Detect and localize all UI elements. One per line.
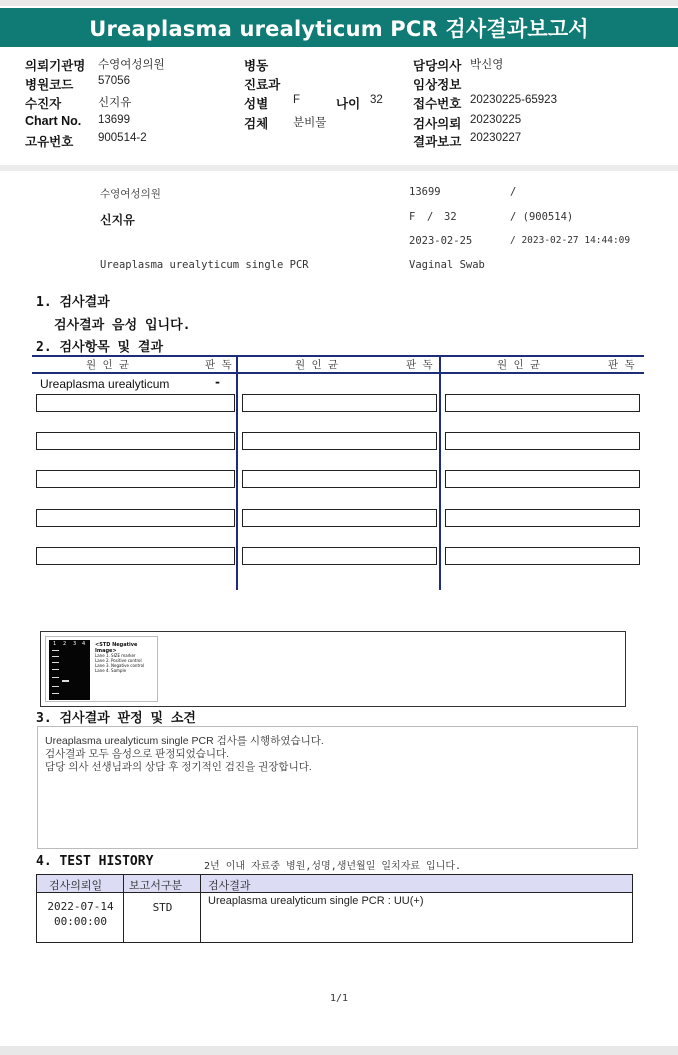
results-col-divider bbox=[439, 357, 441, 590]
age-label: 나이 bbox=[336, 97, 361, 111]
pb-name: 신지유 bbox=[100, 213, 135, 227]
section2-title: 2. 검사항목 및 결과 bbox=[36, 340, 164, 355]
sex-label: 성별 bbox=[244, 97, 269, 111]
pb-test-name: Ureaplasma urealyticum single PCR bbox=[100, 259, 309, 271]
header-separator bbox=[0, 165, 678, 171]
doctor-label: 담당의사 bbox=[413, 59, 462, 73]
doctor-value: 박신영 bbox=[470, 59, 504, 71]
pb-age: 32 bbox=[444, 211, 457, 223]
pb-sex-age-slash: / bbox=[427, 211, 434, 223]
history-header-type: 보고서구분 bbox=[129, 879, 183, 892]
opinion-box bbox=[37, 726, 638, 849]
chart-label: Chart No. bbox=[25, 114, 82, 128]
pb-slash: / bbox=[510, 186, 517, 198]
history-note: 2년 이내 자료중 병원,성명,생년월일 일치자료 입니다. bbox=[204, 861, 462, 872]
history-row-time: 00:00:00 bbox=[54, 915, 107, 928]
report-value: 20230227 bbox=[470, 132, 522, 144]
top-strip bbox=[0, 0, 678, 6]
empty-result-cell bbox=[242, 547, 437, 565]
chart-value: 13699 bbox=[98, 114, 130, 126]
col2-pathogen-header: 원 인 균 bbox=[295, 359, 339, 371]
specimen-label: 검체 bbox=[244, 117, 269, 131]
pb-date-received: 2023-02-25 bbox=[409, 235, 473, 247]
col1-verdict-header: 판 독 bbox=[205, 359, 232, 371]
pb-sex: F bbox=[409, 211, 416, 223]
empty-result-cell bbox=[36, 509, 235, 527]
clinical-label: 임상정보 bbox=[413, 78, 462, 92]
gel-title: <STD Negative Image> bbox=[95, 642, 138, 654]
section1-title: 1. 검사결과 bbox=[36, 295, 110, 310]
opinion-line: 검사결과 모두 음성으로 판정되었습니다. bbox=[45, 748, 230, 760]
gel-legend-item: Lane 3. Negative control bbox=[95, 663, 145, 668]
page-number: 1/1 bbox=[329, 993, 349, 1004]
opinion-line: 담당 의사 선생님과의 상담 후 정기적인 검진을 권장합니다. bbox=[45, 761, 312, 773]
gel-band bbox=[52, 677, 59, 678]
results-table-header-rule bbox=[32, 372, 644, 374]
gel-band bbox=[62, 680, 69, 682]
gel-band bbox=[52, 656, 59, 657]
clinic-value: 수영여성의원 bbox=[98, 59, 165, 71]
pb-chart: 13699 bbox=[409, 186, 441, 198]
history-table bbox=[36, 874, 633, 943]
patient-label: 수진자 bbox=[25, 97, 62, 111]
report-title: Ureaplasma urealyticum PCR 검사결과보고서 bbox=[0, 8, 678, 47]
header-info bbox=[0, 50, 678, 168]
empty-result-cell bbox=[445, 394, 640, 412]
hospital-code-value: 57056 bbox=[98, 75, 130, 87]
gel-legend-item: Lane 4. Sample bbox=[95, 668, 127, 673]
patient-value: 신지유 bbox=[98, 97, 132, 109]
gel-band bbox=[52, 669, 59, 670]
pb-clinic: 수영여성의원 bbox=[100, 188, 161, 200]
unique-label: 고유번호 bbox=[25, 135, 74, 149]
hospital-code-label: 병원코드 bbox=[25, 78, 74, 92]
lane-number: 1 bbox=[53, 641, 57, 647]
gel-image bbox=[49, 640, 90, 700]
lane-number: 3 bbox=[73, 641, 77, 647]
empty-result-cell bbox=[445, 547, 640, 565]
request-value: 20230225 bbox=[470, 114, 522, 126]
col1-pathogen-header: 원 인 균 bbox=[86, 359, 130, 371]
organism-name: Ureaplasma urealyticum bbox=[40, 377, 170, 391]
receipt-label: 접수번호 bbox=[413, 97, 462, 111]
empty-result-cell bbox=[36, 432, 235, 450]
empty-result-cell bbox=[242, 394, 437, 412]
col3-verdict-header: 판 독 bbox=[608, 359, 635, 371]
gel-image-card bbox=[45, 636, 158, 702]
pb-dob: / (900514) bbox=[510, 211, 574, 223]
age-value: 32 bbox=[370, 94, 383, 106]
empty-result-cell bbox=[445, 432, 640, 450]
gel-legend-item: Lane 2. Positive control bbox=[95, 658, 142, 663]
section3-title: 3. 검사결과 판정 및 소견 bbox=[36, 711, 196, 726]
empty-result-cell bbox=[36, 394, 235, 412]
gel-band bbox=[52, 650, 59, 651]
pb-date-reported: / 2023-02-27 14:44:09 bbox=[510, 235, 631, 246]
lane-number: 4 bbox=[82, 641, 86, 647]
gel-band bbox=[52, 686, 59, 687]
organism-verdict: - bbox=[215, 375, 220, 389]
section1-result: 검사결과 음성 입니다. bbox=[54, 318, 191, 333]
empty-result-cell bbox=[242, 432, 437, 450]
empty-result-cell bbox=[36, 470, 235, 488]
report-label: 결과보고 bbox=[413, 135, 462, 149]
request-label: 검사의뢰 bbox=[413, 117, 462, 131]
dept-label: 진료과 bbox=[244, 78, 281, 92]
empty-result-cell bbox=[445, 509, 640, 527]
unique-value: 900514-2 bbox=[98, 132, 147, 144]
history-header-result: 검사결과 bbox=[208, 879, 251, 892]
history-row-type: STD bbox=[152, 901, 173, 914]
empty-result-cell bbox=[36, 547, 235, 565]
empty-result-cell bbox=[242, 509, 437, 527]
gel-legend-item: Lane 1. SIZE marker bbox=[95, 653, 136, 658]
col3-pathogen-header: 원 인 균 bbox=[497, 359, 541, 371]
history-row-result: Ureaplasma urealyticum single PCR : UU(+) bbox=[208, 895, 424, 907]
sex-value: F bbox=[293, 94, 301, 106]
lane-number: 2 bbox=[63, 641, 67, 647]
receipt-value: 20230225-65923 bbox=[470, 94, 557, 106]
clinic-label: 의뢰기관명 bbox=[25, 59, 86, 73]
col2-verdict-header: 판 독 bbox=[406, 359, 433, 371]
history-row-date: 2022-07-14 bbox=[47, 900, 114, 913]
section4-title: 4. TEST HISTORY bbox=[36, 854, 154, 869]
empty-result-cell bbox=[242, 470, 437, 488]
gel-band bbox=[52, 662, 59, 663]
specimen-value: 분비물 bbox=[293, 117, 327, 129]
gel-band bbox=[52, 693, 59, 694]
history-header-date: 검사의뢰일 bbox=[49, 879, 103, 892]
empty-result-cell bbox=[445, 470, 640, 488]
ward-label: 병동 bbox=[244, 59, 269, 73]
opinion-line: Ureaplasma urealyticum single PCR 검사를 시행하였습니다. bbox=[45, 735, 324, 747]
results-col-divider bbox=[236, 357, 238, 590]
bottom-strip bbox=[0, 1046, 678, 1055]
pb-specimen: Vaginal Swab bbox=[409, 259, 485, 271]
